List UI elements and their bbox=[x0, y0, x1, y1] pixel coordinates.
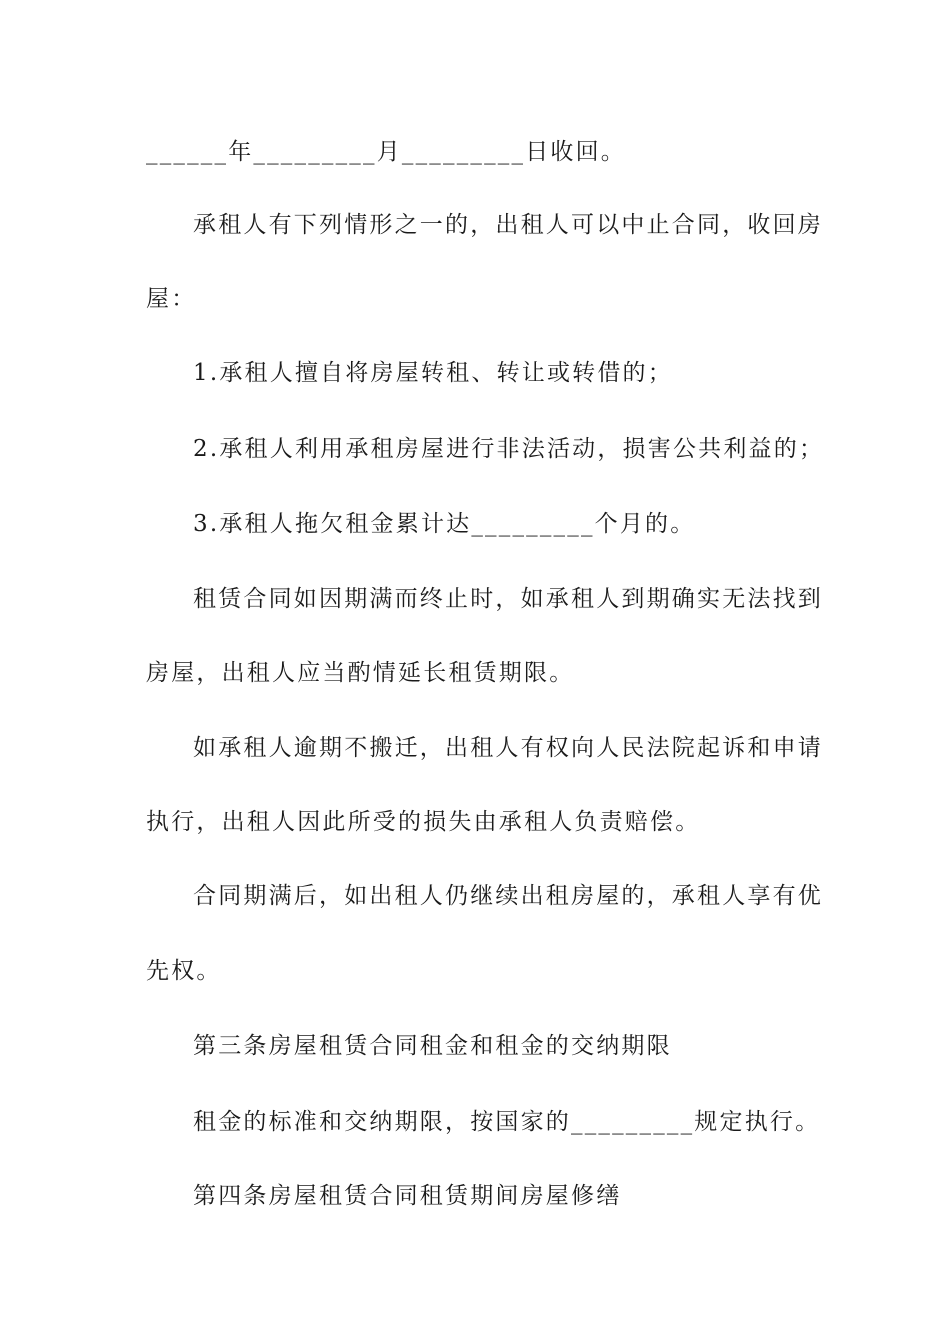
list-item-3: 3.承租人拖欠租金累计达_________个月的。 bbox=[193, 511, 696, 537]
overdue-line-2: 执行，出租人因此所受的损失由承租人负责赔偿。 bbox=[146, 809, 701, 835]
priority-line-2: 先权。 bbox=[146, 958, 222, 984]
article-3-body: 租金的标准和交纳期限，按国家的_________规定执行。 bbox=[193, 1109, 821, 1135]
priority-line-1: 合同期满后，如出租人仍继续出租房屋的，承租人享有优 bbox=[193, 883, 823, 909]
termination-clause-line-1: 承租人有下列情形之一的，出租人可以中止合同，收回房 bbox=[193, 212, 823, 238]
return-date-line: ______年_________月_________日收回。 bbox=[146, 139, 626, 165]
article-4-heading: 第四条房屋租赁合同租赁期间房屋修缮 bbox=[193, 1183, 622, 1209]
list-item-1: 1.承租人擅自将房屋转租、转让或转借的； bbox=[193, 360, 673, 386]
lease-expiry-line-1: 租赁合同如因期满而终止时，如承租人到期确实无法找到 bbox=[193, 586, 823, 612]
overdue-line-1: 如承租人逾期不搬迁，出租人有权向人民法院起诉和申请 bbox=[193, 735, 823, 761]
termination-clause-line-2: 屋： bbox=[146, 286, 197, 312]
article-3-heading: 第三条房屋租赁合同租金和租金的交纳期限 bbox=[193, 1033, 672, 1059]
list-item-2: 2.承租人利用承租房屋进行非法活动，损害公共利益的； bbox=[193, 436, 825, 462]
lease-expiry-line-2: 房屋，出租人应当酌情延长租赁期限。 bbox=[146, 660, 575, 686]
